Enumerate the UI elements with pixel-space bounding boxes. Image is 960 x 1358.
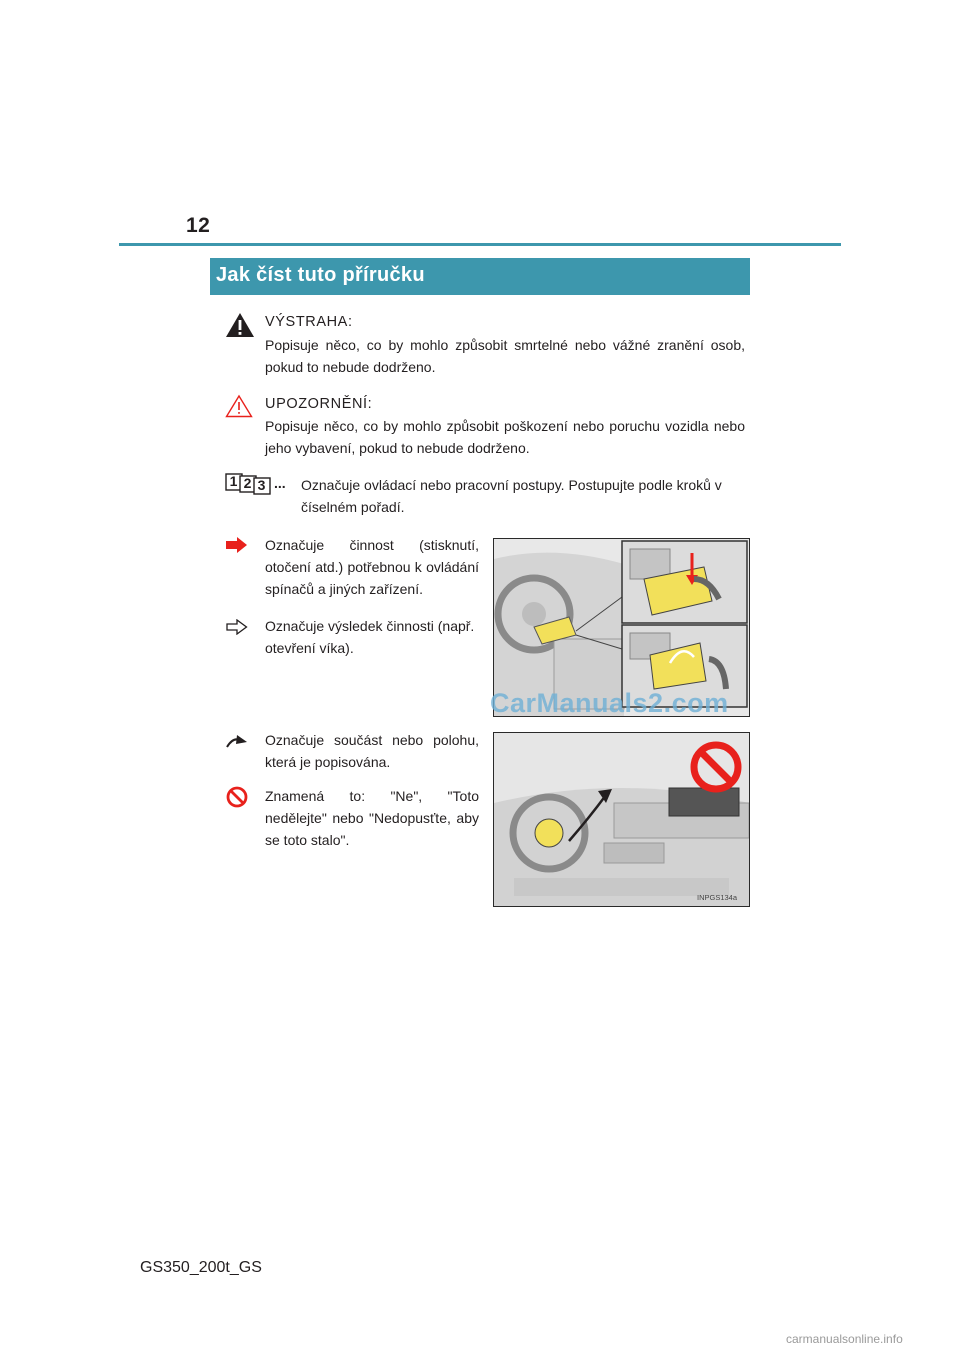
prohibition-text: Znamená to: "Ne", "Toto nedělejte" nebo "Nedopusťte, aby se toto stalo". — [265, 788, 479, 848]
caution-outline-triangle-icon — [225, 394, 253, 418]
step-number-2: 2 — [243, 475, 252, 491]
top-watermark: CarManuals2.com — [490, 688, 729, 718]
prohibition-icon — [226, 786, 248, 808]
action-text: Označuje činnost (stisknutí, otočení atd.) potřebnou k ovládání spínačů a jiných zařízení. — [265, 537, 479, 597]
step-number-1: 1 — [229, 473, 238, 489]
caution-text: Popisuje něco, co by mohlo způsobit poškození nebo poruchu vozidla nebo jeho vybavení, pokud to nebude dodrženo. — [265, 418, 745, 456]
step-dots: ... — [274, 475, 286, 491]
bottom-watermark: carmanualsonline.info — [786, 1332, 903, 1346]
warning-filled-triangle-icon — [225, 312, 255, 338]
dashboard-illustration — [493, 732, 750, 907]
page-number: 12 — [186, 214, 211, 237]
result-text: Označuje výsledek činnosti (např. otevření víka). — [265, 618, 475, 656]
caution-heading: UPOZORNĚNÍ: — [265, 396, 373, 412]
warning-heading: VÝSTRAHA: — [265, 314, 353, 330]
steps-text: Označuje ovládací nebo pracovní postupy. Postupujte podle kroků v číselném pořadí. — [301, 477, 722, 515]
header-rule — [119, 243, 841, 246]
outline-arrow-icon — [226, 619, 248, 635]
filled-arrow-icon — [226, 537, 248, 553]
warning-text: Popisuje něco, co by mohlo způsobit smrtelné nebo vážné zranění osob, pokud to nebude dodrženo. — [265, 337, 745, 375]
curved-pointer-icon — [226, 734, 248, 748]
section-title: Jak číst tuto příručku — [216, 264, 425, 286]
step-number-3: 3 — [257, 477, 266, 493]
footer-model-code: GS350_200t_GS — [140, 1259, 262, 1276]
component-text: Označuje součást nebo polohu, která je popisována. — [265, 732, 479, 770]
bottom-figure-code: INPGS134a — [697, 893, 738, 902]
section-title-bar — [210, 258, 750, 295]
